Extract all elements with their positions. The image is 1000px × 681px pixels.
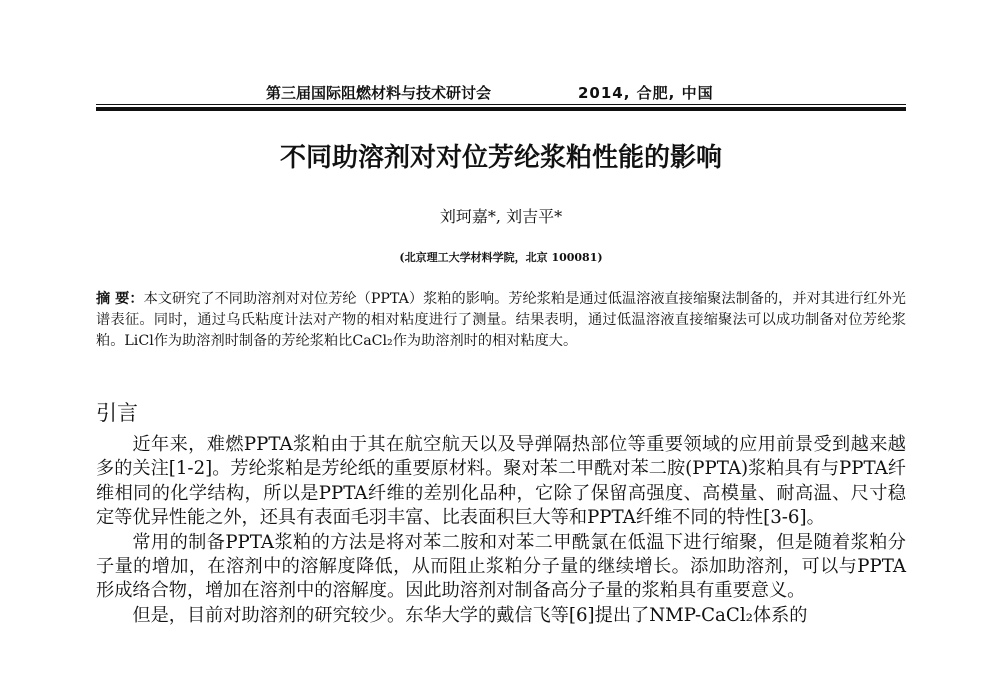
header-rule-thick (96, 107, 906, 111)
authors: 刘珂嘉*, 刘吉平* (439, 207, 563, 226)
paragraph: 常用的制备PPTA浆粕的方法是将对苯二胺和对苯二甲酰氯在低温下进行缩聚，但是随着浆粕分子量的增加，在溶剂中的溶解度降低，从而阻止浆粕分子量的继续增长。添加助溶剂，可以与PPTA形成络合物，增加在溶剂中的溶解度。因此助溶剂对制备高分子量的浆粕具有重要意义。 (96, 531, 906, 602)
abstract-label: 摘 要： (96, 291, 144, 307)
paper-title: 不同助溶剂对对位芳纶浆粕性能的影响 (279, 143, 722, 173)
affiliation: (北京理工大学材料学院，北京 100081) (399, 251, 603, 264)
paragraph: 但是，目前对助溶剂的研究较少。东华大学的戴信飞等[6]提出了NMP-CaCl₂体系的 (132, 604, 808, 626)
conference-year-place: 2014, 合肥, 中国 (578, 84, 714, 102)
header-rule-thin (96, 104, 906, 105)
abstract-text: 本文研究了不同助溶剂对对位芳纶（PPTA）浆粕的影响。芳纶浆粕是通过低温溶液直接缩聚法制备的，并对其进行红外光谱表征。同时，通过乌氏粘度计法对产物的相对粘度进行了测量。结果表明，通过低温溶液直接缩聚法可以成功制备对位芳纶浆粕。LiCl作为助溶剂时制备的芳纶浆粕比CaCl₂作为助溶剂时的相对粘度大。 (96, 291, 906, 349)
running-header (96, 82, 906, 104)
section-title: 引言 (96, 401, 138, 425)
conference-name: 第三届国际阻燃材料与技术研讨会 (266, 84, 492, 102)
abstract (96, 289, 906, 352)
paragraph: 近年来，难燃PPTA浆粕由于其在航空航天以及导弹隔热部位等重要领域的应用前景受到越来越多的关注[1-2]。芳纶浆粕是芳纶纸的重要原材料。聚对苯二甲酰对苯二胺(PPTA)浆粕具有与PPTA纤维相同的化学结构，所以是PPTA纤维的差别化品种，它除了保留高强度、高模量、耐高温、尺寸稳定等优异性能之外，还具有表面毛羽丰富、比表面积巨大等和PPTA纤维不同的特性[3-6]。 (96, 434, 906, 529)
section-body (96, 433, 906, 628)
